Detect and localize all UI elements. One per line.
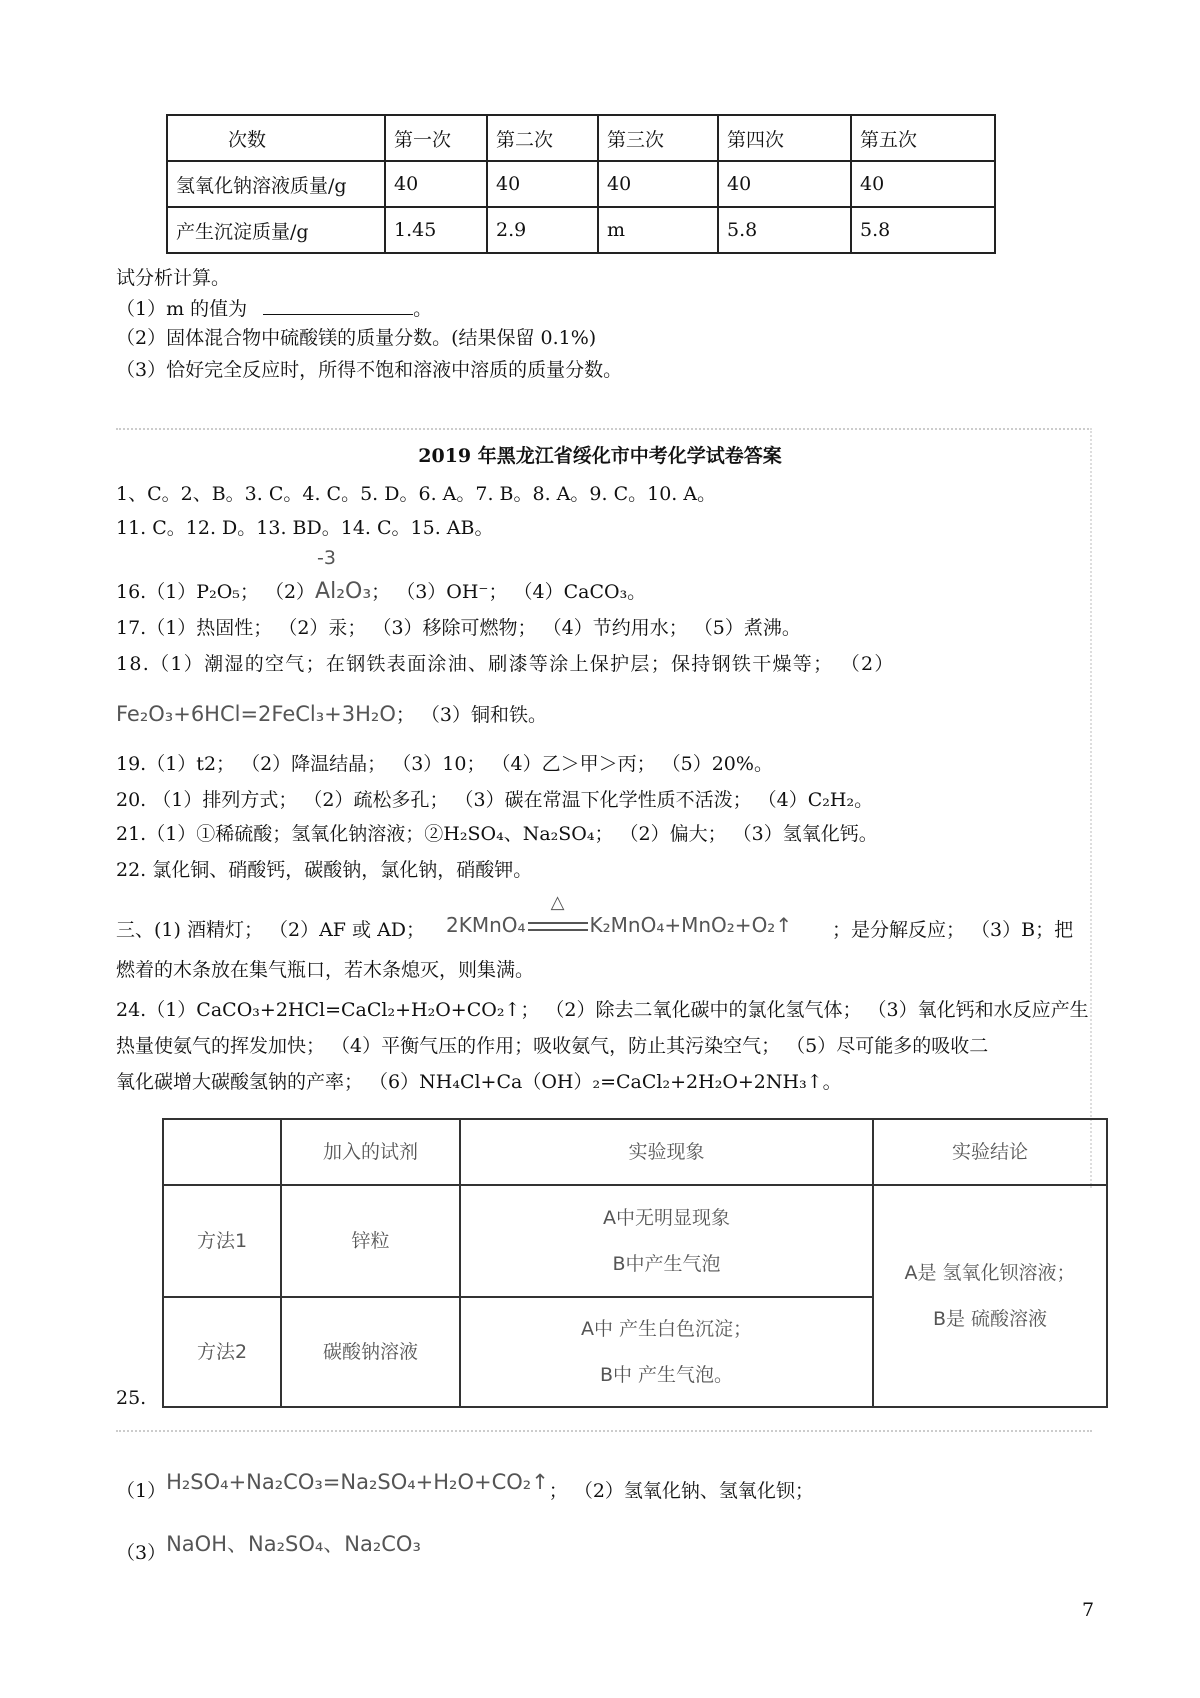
table-row bbox=[163, 1185, 1107, 1297]
question-1 bbox=[116, 296, 432, 321]
answer-line: 1、C。2、B。3. C。4. C。5. D。6. A。7. B。8. A。9. C。10. A。 bbox=[116, 483, 717, 505]
answer-16 bbox=[116, 547, 647, 604]
table-cell: 方法2 bbox=[163, 1297, 281, 1407]
answer-25-1 bbox=[116, 1470, 814, 1503]
question-2: （2）固体混合物中硫酸镁的质量分数。(结果保留 0.1%) bbox=[116, 327, 597, 349]
answer-19: 19.（1）t2； （2）降温结晶； （3）10； （4）乙＞甲＞丙； （5）20%。 bbox=[116, 753, 773, 775]
answer-18: 18.（1）潮湿的空气；在钢铁表面涂油、刷漆等涂上保护层；保持钢铁干燥等； （2） bbox=[116, 653, 895, 675]
observation-text: A中无明显现象 bbox=[603, 1207, 730, 1229]
valence-label: -3 bbox=[317, 547, 336, 569]
table-cell: 次数 bbox=[167, 115, 385, 161]
table-header: 加入的试剂 bbox=[281, 1119, 460, 1185]
answer-23-suffix: ；是分解反应； （3）B；把 bbox=[832, 919, 1074, 941]
formula-image: H₂SO₄+Na₂CO₃=Na₂SO₄+H₂O+CO₂↑ bbox=[166, 1470, 549, 1494]
table-cell: 第五次 bbox=[851, 115, 995, 161]
table-cell: 第三次 bbox=[598, 115, 718, 161]
table-header bbox=[163, 1119, 281, 1185]
answer-24-line2: 热量使氨气的挥发加快； （4）平衡气压的作用；吸收氨气，防止其污染空气； （5）尽可能多的吸收二 bbox=[116, 1035, 989, 1057]
table-cell: 第四次 bbox=[718, 115, 851, 161]
conclusion-text: A是 氢氧化钡溶液； bbox=[904, 1262, 1076, 1284]
table-row bbox=[163, 1119, 1107, 1185]
table-cell: 产生沉淀质量/g bbox=[167, 207, 385, 253]
reaction-arrow bbox=[526, 892, 590, 940]
question-3: （3）恰好完全反应时，所得不饱和溶液中溶质的质量分数。 bbox=[116, 359, 623, 381]
answer-23 bbox=[116, 918, 425, 942]
formula-image: NaOH、Na₂SO₄、Na₂CO₃ bbox=[166, 1532, 421, 1556]
table-cell bbox=[873, 1185, 1107, 1407]
table-cell: 5.8 bbox=[718, 207, 851, 253]
page-number: 7 bbox=[1082, 1599, 1095, 1621]
conclusion-text: B是 硫酸溶液 bbox=[932, 1308, 1048, 1330]
table-row bbox=[167, 207, 995, 253]
observation-text: B中产生气泡 bbox=[612, 1253, 721, 1275]
observation-text: B中 产生气泡。 bbox=[599, 1364, 734, 1386]
table-cell: 碳酸钠溶液 bbox=[281, 1297, 460, 1407]
section-divider bbox=[116, 1430, 1092, 1432]
answer-text: （1） bbox=[116, 1480, 167, 1502]
answer-line: 11. C。12. D。13. BD。14. C。15. AB。 bbox=[116, 517, 494, 539]
heat-symbol: △ bbox=[550, 892, 565, 913]
answer-text: 三、(1) 酒精灯； （2）AF 或 AD； bbox=[116, 919, 426, 941]
answer-18-cont bbox=[116, 702, 547, 727]
answer-text: ； （3）铜和铁。 bbox=[395, 704, 548, 726]
answer-text: 16.（1）P₂O₅； （2） bbox=[116, 581, 316, 603]
section-divider bbox=[116, 428, 1092, 430]
observation-text: A中 产生白色沉淀； bbox=[580, 1318, 753, 1340]
answer-title: 2019 年黑龙江省绥化市中考化学试卷答案 bbox=[418, 445, 782, 467]
section-divider bbox=[1090, 428, 1092, 1188]
table-cell: m bbox=[598, 207, 718, 253]
question-1-end: 。 bbox=[413, 298, 433, 320]
table-cell: 40 bbox=[718, 161, 851, 207]
table-cell: 5.8 bbox=[851, 207, 995, 253]
table-header: 实验结论 bbox=[873, 1119, 1107, 1185]
mass-data-table bbox=[166, 114, 996, 254]
answer-22: 22. 氯化铜、硝酸钙，碳酸钠，氯化钠，硝酸钾。 bbox=[116, 859, 533, 881]
question-1-label: （1）m 的值为 bbox=[116, 298, 248, 320]
answer-text: （3） bbox=[116, 1542, 167, 1564]
table-cell: 2.9 bbox=[487, 207, 598, 253]
table-cell: 40 bbox=[598, 161, 718, 207]
formula-text: K₂MnO₄+MnO₂+O₂↑ bbox=[589, 913, 793, 937]
table-cell: 氢氧化钠溶液质量/g bbox=[167, 161, 385, 207]
table-header: 实验现象 bbox=[460, 1119, 873, 1185]
answer-blank bbox=[263, 296, 413, 315]
table-cell: 锌粒 bbox=[281, 1185, 460, 1297]
answer-24: 24.（1）CaCO₃+2HCl=CaCl₂+H₂O+CO₂↑； （2）除去二氧化碳中的氯化氢气体； （3）氧化钙和水反应产生 bbox=[116, 999, 1089, 1021]
answer-25-label: 25. bbox=[116, 1387, 147, 1409]
table-cell: 40 bbox=[487, 161, 598, 207]
table-cell: 1.45 bbox=[385, 207, 487, 253]
answer-text: ； （2）氢氧化钠、氢氧化钡； bbox=[548, 1480, 814, 1502]
table-row bbox=[167, 161, 995, 207]
answer-20: 20. （1）排列方式； （2）疏松多孔； （3）碳在常温下化学性质不活泼； （4）C₂H₂。 bbox=[116, 789, 874, 811]
question-intro: 试分析计算。 bbox=[116, 267, 231, 289]
answer-23-line2: 燃着的木条放在集气瓶口，若木条熄灭，则集满。 bbox=[116, 959, 535, 981]
table-cell bbox=[460, 1297, 873, 1407]
experiment-table bbox=[162, 1118, 1108, 1408]
table-cell bbox=[460, 1185, 873, 1297]
table-cell: 第二次 bbox=[487, 115, 598, 161]
answer-text: ； （3）OH⁻； （4）CaCO₃。 bbox=[371, 581, 647, 603]
answer-24-line3: 氧化碳增大碳酸氢钠的产率； （6）NH₄Cl+Ca（OH）₂=CaCl₂+2H₂O+2NH₃↑。 bbox=[116, 1071, 842, 1093]
table-cell: 40 bbox=[851, 161, 995, 207]
table-cell: 第一次 bbox=[385, 115, 487, 161]
answer-21: 21.（1）①稀硫酸；氢氧化钠溶液；②H₂SO₄、Na₂SO₄； （2）偏大； （3）氢氧化钙。 bbox=[116, 823, 878, 845]
table-cell: 方法1 bbox=[163, 1185, 281, 1297]
answer-17: 17.（1）热固性； （2）汞； （3）移除可燃物； （4）节约用水； （5）煮沸。 bbox=[116, 617, 801, 639]
table-row bbox=[167, 115, 995, 161]
table-cell: 40 bbox=[385, 161, 487, 207]
formula-image bbox=[446, 892, 793, 940]
formula-text: Al₂O₃ bbox=[315, 579, 372, 604]
formula-image: Fe₂O₃+6HCl=2FeCl₃+3H₂O bbox=[116, 702, 396, 726]
answer-25-3 bbox=[116, 1532, 421, 1565]
formula-image bbox=[315, 547, 372, 604]
formula-text: 2KMnO₄ bbox=[446, 913, 526, 937]
